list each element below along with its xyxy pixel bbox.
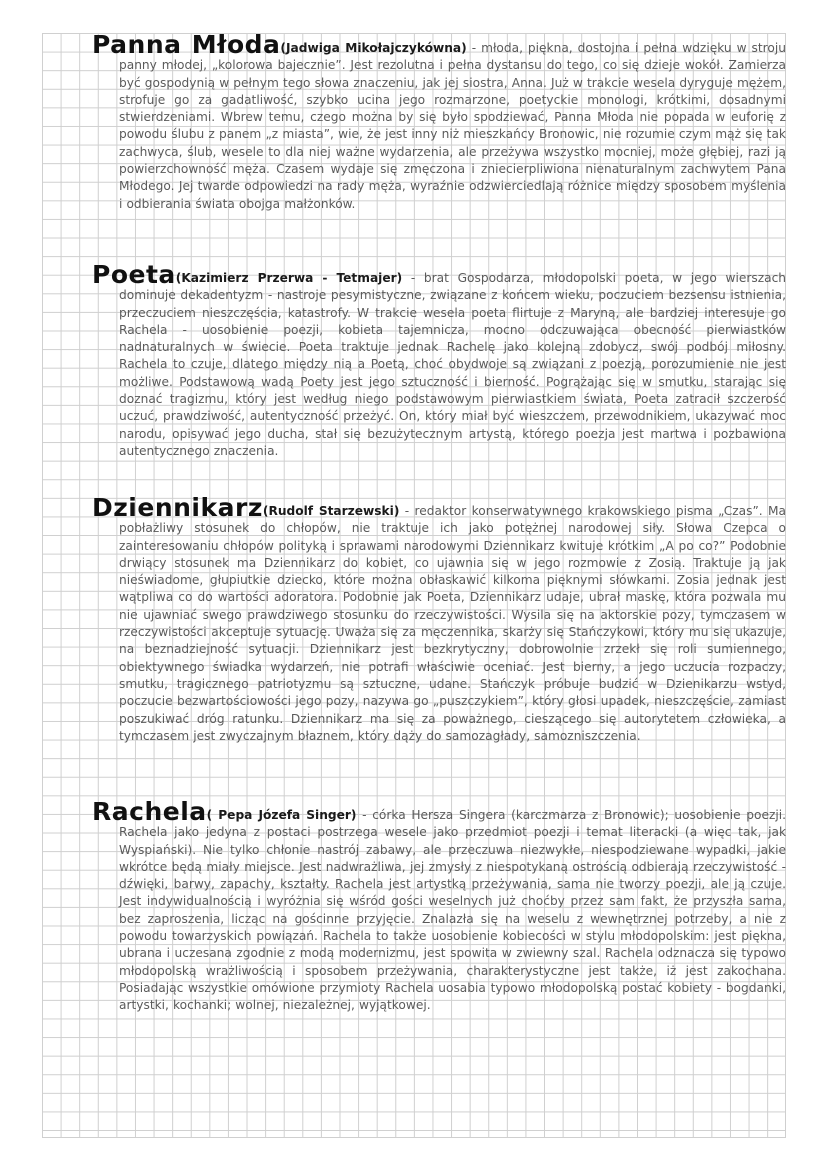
character-name: Rachela — [92, 797, 207, 826]
character-description: - redaktor konserwatywnego krakowskiego pisma „Czas”. Ma pobłażliwy stosunek do chłopów, nie traktuje ich jako potężnej narodowej siły. Słowa Czepca o zainteresowaniu chłopów polityką i sprawami narodowymi Dziennikarz kwituje krótkim „A po co?” Podobnie drwiący stosunek ma Dziennikarz do kobiet, co ujawnia się w jego rozmowie z Zosią. Traktuje ją jak nieświadome, głupiutkie dziecko, które można obłaskawić kilkoma pięknymi słówkami. Zosia jednak jest wątpliwa co do wartości adoratora. Podobnie jak Poeta, Dziennikarz udaje, ubrał maskę, która pozwala mu nie ujawniać swego prawdziwego stosunku do rzeczywistości. Wysila się na aktorskie pozy, tymczasem w rzeczywistości akceptuje sytuację. Uważa się za męczennika, skarży się Stańczykowi, który mu się ukazuje, na beznadziejność sytuacji. Dziennikarz jest bezkrytyczny, dobrowolnie zrzekł się roli sumiennego, obiektywnego świadka wydarzeń, nie potrafi właściwie oceniać. Jest bierny, a jego uczucia rozpaczy, smutku, tragicznego patriotyzmu są sztuczne, udane. Stańczyk próbuje budzić w Dzienikarzu wstyd, poczucie bezwartościowości jego pozy, nazywa go „puszczykiem”, który głosi upadek, nieszczęście, zamiast poszukiwać dróg ratunku. Dziennikarz ma się za poważnego, cieszącego się autorytetem człowieka, a tymczasem jest zwyczajnym błaznem, który dąży do samozagłady, samozniszczenia. — [119, 504, 787, 743]
real-person: (Jadwiga Mikołajczykówna) — [280, 41, 467, 55]
entry-panna-mloda — [92, 30, 786, 213]
character-description: - młoda, piękna, dostojna i pełna wdzięku w stroju panny młodej, „kolorowa bajecznie”. Jest rezolutna i pełna dystansu do tego, co się dzieje wokół. Zamierza być gospodynią w pełnym tego słowa znaczeniu, jak jej siostra, Anna. Już w trakcie wesela dyryguje mężem, strofuje go za gadatliwość, szybko ucina jego rozmarzone, poetyckie monologi, krótkimi, dosadnymi stwierdzeniami. Wbrew temu, czego można by się było spodziewać, Panna Młoda nie popada w euforię z powodu ślubu z panem „z miasta”, wie, że jest inny niż mieszkańcy Bronowic, nie rozumie czym mąż się tak zachwyca, ślub, wesele to dla niej ważne wydarzenia, ale przeżywa wszystko mocniej, może głębiej, razi ją powierzchowność męża. Czasem wydaje się zmęczona i zniecierpliwiona nienaturalnym zachwytem Pana Młodego. Jej twarde odpowiedzi na rady męża, wyraźnie odzwierciedlają różnice między sposobem myślenia i odbierania świata obojga małżonków. — [119, 41, 786, 211]
real-person: (Rudolf Starzewski) — [262, 504, 400, 518]
character-name: Panna Młoda — [92, 30, 281, 59]
character-name: Poeta — [92, 260, 176, 289]
entry-paragraph — [92, 30, 786, 213]
entry-dziennikarz — [92, 493, 787, 745]
character-name: Dziennikarz — [92, 493, 263, 522]
entry-rachela — [92, 797, 786, 1015]
entry-paragraph — [92, 260, 786, 460]
real-person: (Kazimierz Przerwa - Tetmajer) — [175, 271, 403, 285]
character-description: - brat Gospodarza, młodopolski poeta, w jego wierszach dominuje dekadentyzm - nastroje pesymistyczne, związane z końcem wieku, poczuciem bezsensu istnienia, przeczuciem nieszczęścia, katastrofy. W trakcie wesela poeta flirtuje z Maryną, ale bardziej interesuje go Rachela - uosobienie poezji, kobieta tajemnicza, mocno odczuwająca obecność pierwiastków nadnaturalnych w świecie. Poeta traktuje jednak Rachelę jako kolejną zdobycz, swój podbój miłosny. Rachela to czuje, dlatego między nią a Poetą, choć obydwoje są związani z poezją, porozumienie nie jest możliwe. Podstawową wadą Poety jest jego sztuczność i bierność. Pogrążając się w smutku, starając się doznać tragizmu, który jest według niego podstawowym pierwiastkiem świata, Poeta zatracił szczerość uczuć, prawdziwość, autentyczność przeżyć. On, który miał być wieszczem, przewodnikiem, ukazywać moc narodu, opisywać jego ducha, stał się bezużytecznym artystą, którego poezja jest martwa i pozbawiona autentycznego znaczenia. — [119, 271, 786, 458]
character-description: - córka Hersza Singera (karczmarza z Bronowic); uosobienie poezji. Rachela jako jedyna z postaci postrzega wesele jako przedmiot poezji i temat literacki (a więc tak, jak Wyspiański). Nie tylko chłonie nastrój zabawy, ale przeczuwa niezwykłe, niespodziewane wypadki, jakie wkrótce będą miały miejsce. Jest nadwrażliwa, jej zmysły z niespotykaną ostrością odbierają rzeczywistość - dźwięki, barwy, zapachy, kształty. Rachela jest artystką przeżywania, sama nie tworzy poezji, ale ją czuje. Jest indywidualnością i wyróżnia się wśród gości weselnych już choćby przez sam fakt, że przyszła sama, bez zaproszenia, licząc na gościnne przyjęcie. Znalazła się na weselu z wewnętrznej potrzeby, a nie z powodu towarzyskich powiązań. Rachela to także uosobienie kobiecości w stylu młodopolskim: jest piękna, ubrana i uczesana zgodnie z modą modernizmu, jest spowita w zwiewny szal. Rachela odznacza się typowo młodopolską wrażliwością i sposobem przeżywania, charakterystyczne jest także, iż jest zakochana. Posiadając wszystkie omówione przymioty Rachela uosabia typowo młodopolską postać kobiety - bogdanki, artystki, kochanki; wolnej, niezależnej, wyjątkowej. — [119, 808, 786, 1013]
entry-paragraph — [92, 797, 786, 1015]
entry-poeta — [92, 260, 786, 460]
real-person: ( Pepa Józefa Singer) — [206, 808, 357, 822]
entry-paragraph — [92, 493, 787, 745]
